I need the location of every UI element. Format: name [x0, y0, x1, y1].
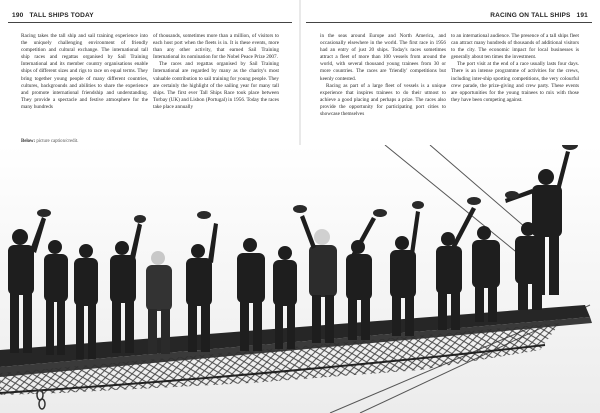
right-header-rule — [306, 22, 592, 23]
body-column-2 — [153, 33, 279, 133]
body-column-3 — [320, 33, 446, 133]
left-running-title: TALL SHIPS TODAY — [29, 12, 94, 19]
photo-caption — [21, 139, 78, 144]
body-column-1 — [21, 33, 148, 133]
body-paragraph: Racing as part of a large fleet of vessels is a unique experience that inspires trainees to do their utmost to achieve a good placing and perhaps a prize. The races also provide the opportunity for participating port cities to showcase themselves — [320, 82, 446, 118]
body-column-4 — [451, 33, 579, 133]
body-paragraph: in the seas around Europe and North America, and occasionally elsewhere in the world. The first race in 1956 had an entry of just 20 ships. Today's races sometimes attract a fleet of more than 100 vessels from around the world, with several thousand young trainees from 30 or more countries. The races are 'friendly' competitions but keenly contested. — [320, 33, 446, 82]
body-paragraph: Racing takes the tall ship and sail training experience into the uniquely challenging environment of friendly competition and cultural exchange. The international tall ship races and regattas organised by Sail Training International and its member country organisations enable ships of different sizes and rigs to race on equal terms. They bring together young people of many different countries, cultures, backgrounds and abilities to share the experience and promote international friendship and understanding. They provide a spectacle and festive atmosphere for the many hundreds — [21, 33, 148, 110]
body-paragraph: of thousands, sometimes more than a million, of visitors to each host port when the fleets is in. It is these events, more than any other activity, that earned Sail Training International its nomination for the Nobel Peace Prize 2007. — [153, 33, 279, 61]
left-header-rule — [8, 22, 292, 23]
caption-label: Below: — [21, 139, 36, 144]
crew-photograph — [0, 145, 600, 413]
body-paragraph: to an international audience. The presence of a tall ships fleet can attract many hundreds of thousands of additional visitors to the city. The economic impact for local businesses is generally about ten times the investment. — [451, 33, 579, 61]
caption-text: picture caption/credit. — [36, 139, 79, 144]
left-page-number: 190 — [12, 12, 24, 19]
body-paragraph: The port visit at the end of a race usually lasts four days. There is an intense programme of activities for the crews, including inter-ship sporting competitions, the very colourful crew parade, the prize-giving and crew party. These events are opportunities for the young trainees to mix with those they have been competing against. — [451, 61, 579, 103]
right-page-number: 191 — [576, 12, 588, 19]
right-running-title: RACING ON TALL SHIPS — [490, 12, 571, 19]
body-paragraph: The races and regattas organised by Sail Training International are regarded by many as the charity's most valuable contribution to sail training for young people. They are certainly the highlight of the sailing year for many tall ships. The first ever Tall Ships Race took place between Torbay (UK) and Lisbon (Portugal) in 1956. Today the races take place annually — [153, 61, 279, 110]
